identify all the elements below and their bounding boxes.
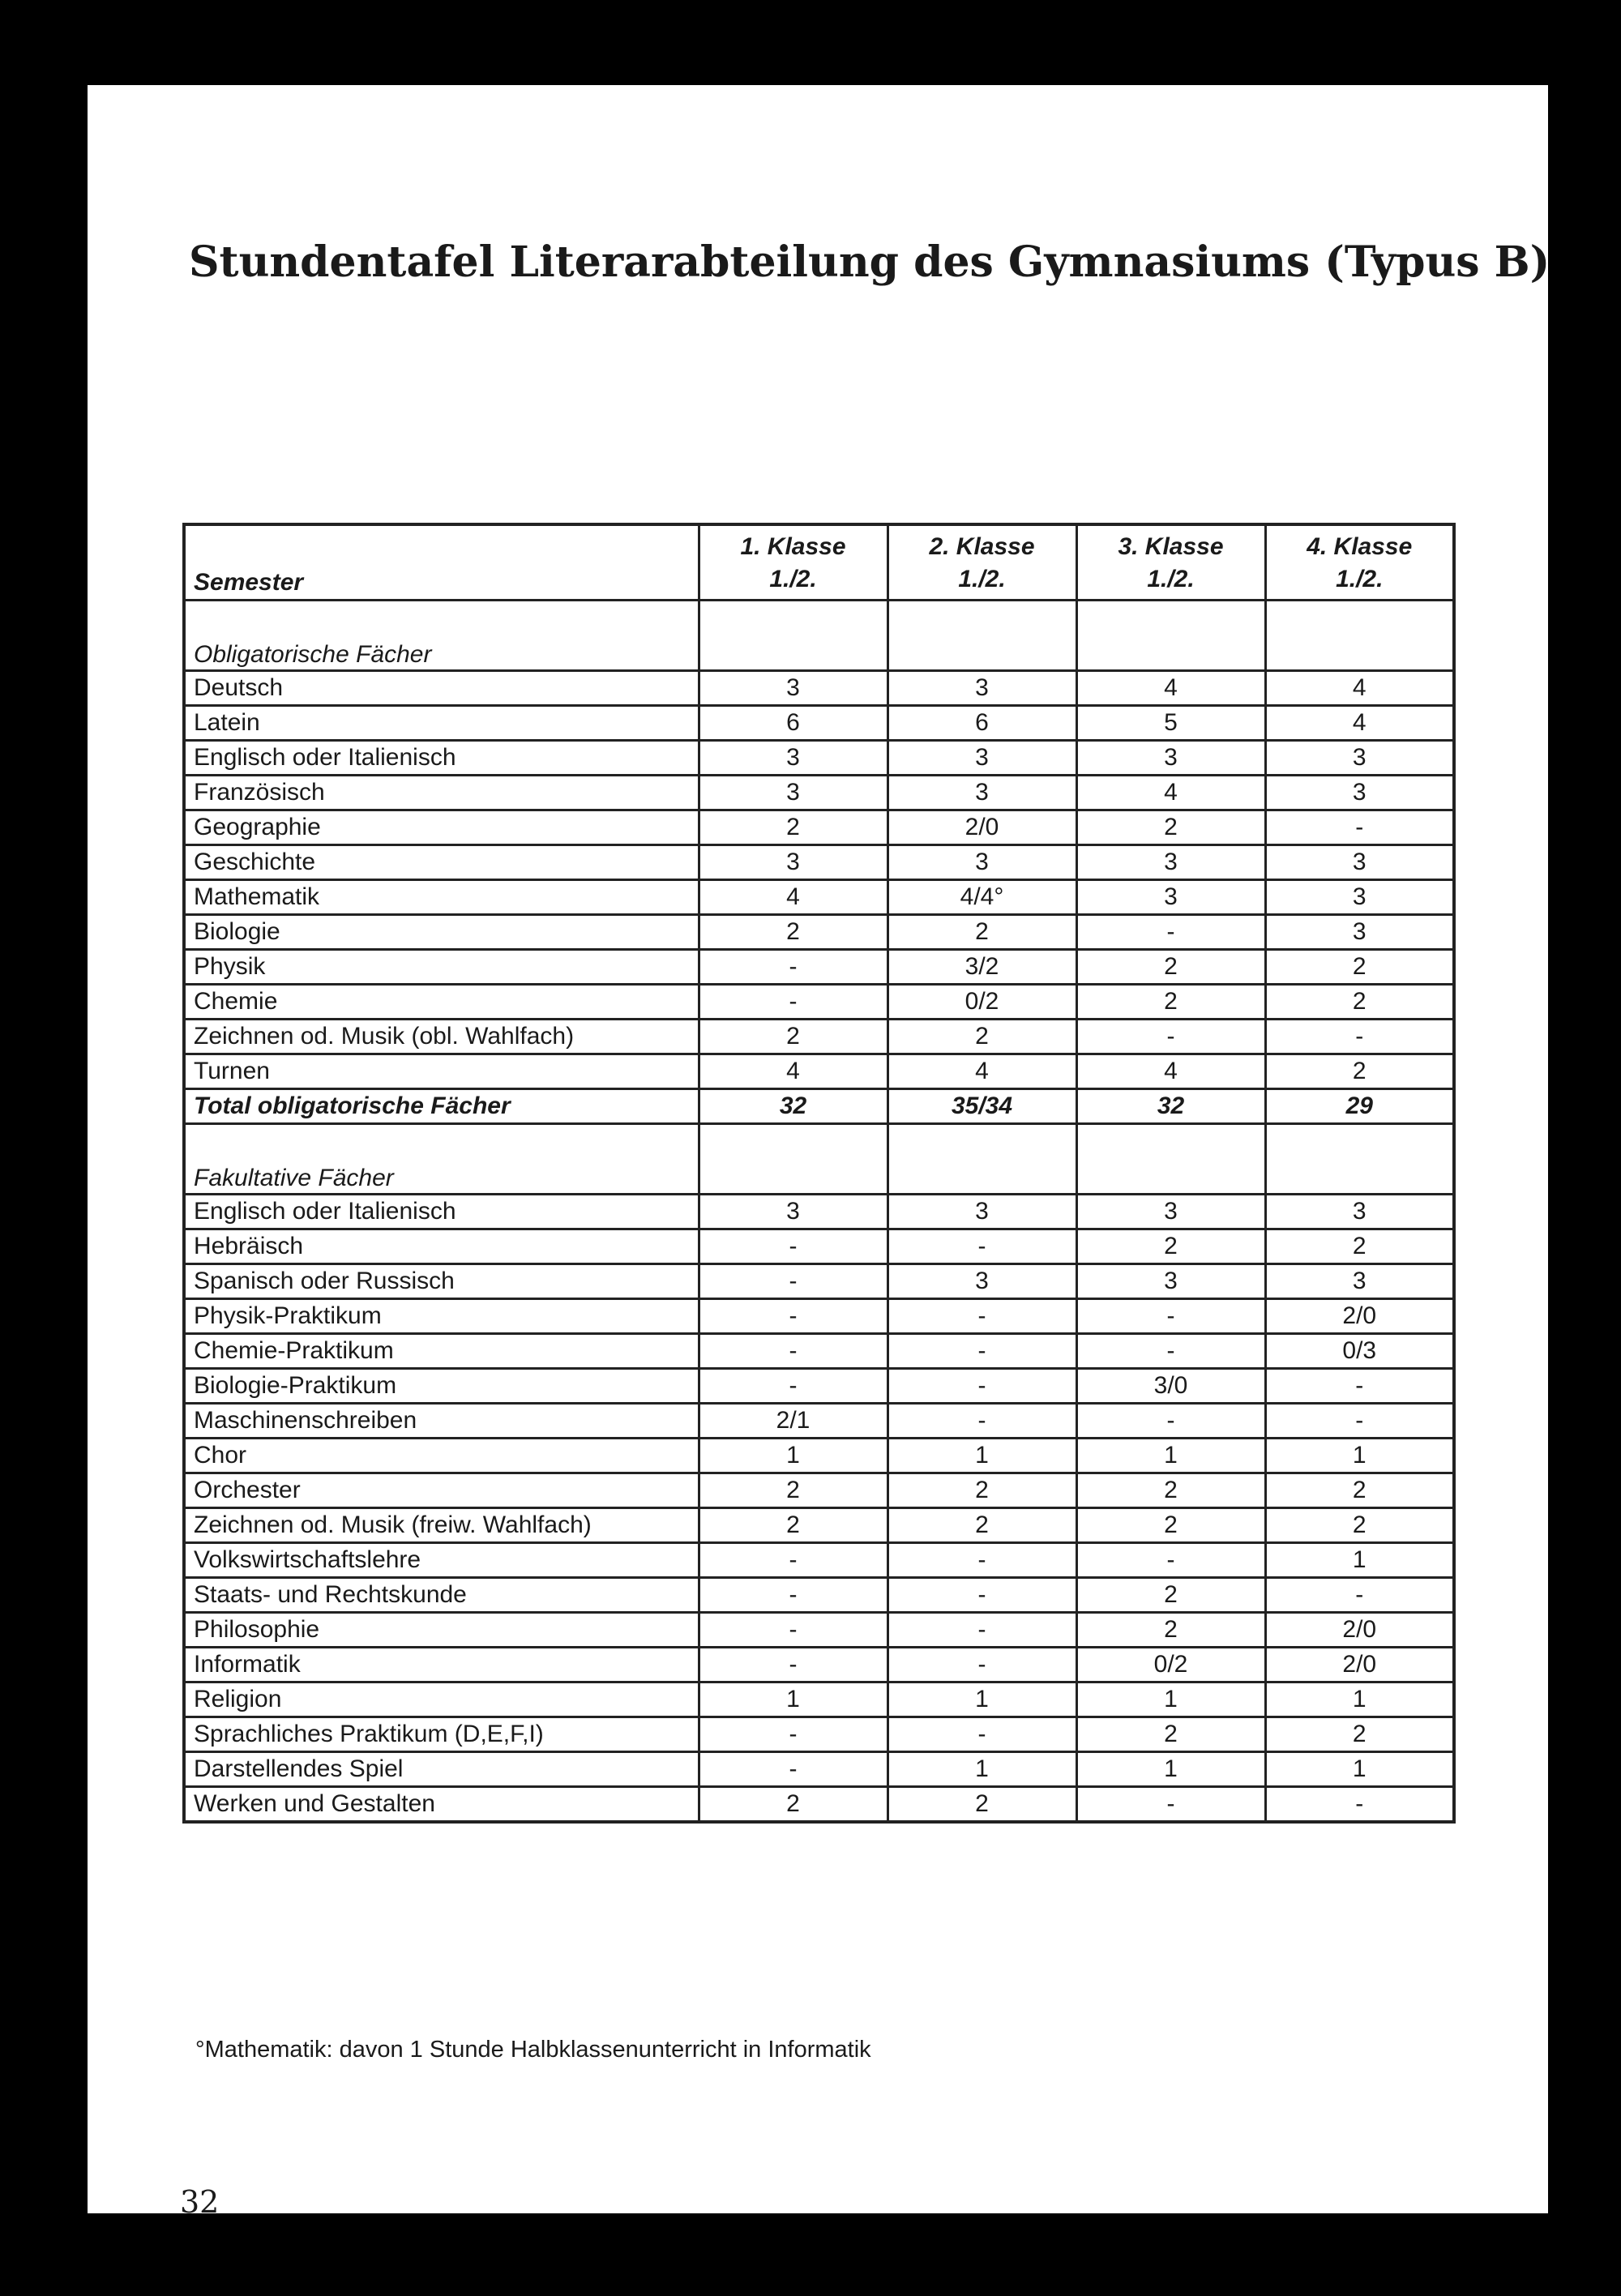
table-row (184, 915, 1454, 950)
section-heading: Fakultative Fächer (184, 1124, 699, 1195)
hours-cell-klasse-3: - (1076, 1404, 1265, 1439)
table-row (184, 671, 1454, 706)
hours-cell-klasse-3: 2 (1076, 950, 1265, 985)
section-heading-row (184, 601, 1454, 671)
table-row (184, 1473, 1454, 1508)
hours-cell-klasse-3: 2 (1076, 1578, 1265, 1613)
table-row (184, 1508, 1454, 1543)
subject-cell: Chemie-Praktikum (184, 1334, 699, 1369)
hours-cell-klasse-3: 3 (1076, 741, 1265, 776)
hours-cell-klasse-3: 32 (1076, 1089, 1265, 1124)
subject-cell: Zeichnen od. Musik (freiw. Wahlfach) (184, 1508, 699, 1543)
hours-cell-klasse-1: - (699, 985, 887, 1020)
hours-cell-klasse-4: - (1265, 1369, 1454, 1404)
column-header-klasse-4 (1265, 524, 1454, 601)
hours-cell-klasse-4: - (1265, 1020, 1454, 1054)
hours-cell-klasse-4: 2 (1265, 1054, 1454, 1089)
hours-cell-klasse-1: - (699, 1648, 887, 1682)
hours-cell-klasse-2: - (887, 1648, 1076, 1682)
hours-cell-klasse-4: 3 (1265, 880, 1454, 915)
empty-cell (887, 1124, 1076, 1195)
table-row (184, 741, 1454, 776)
hours-cell-klasse-3: 2 (1076, 1508, 1265, 1543)
hours-cell-klasse-3: 2 (1076, 1473, 1265, 1508)
hours-cell-klasse-2: 1 (887, 1439, 1076, 1473)
hours-cell-klasse-3: 3 (1076, 880, 1265, 915)
total-row (184, 1089, 1454, 1124)
table-row (184, 1020, 1454, 1054)
hours-cell-klasse-4: 3 (1265, 915, 1454, 950)
hours-cell-klasse-1: 2 (699, 915, 887, 950)
hours-cell-klasse-2: 3 (887, 1264, 1076, 1299)
subject-cell: Englisch oder Italienisch (184, 1195, 699, 1229)
table-row (184, 1752, 1454, 1787)
table-row (184, 985, 1454, 1020)
hours-cell-klasse-4: - (1265, 1578, 1454, 1613)
hours-cell-klasse-4: 1 (1265, 1439, 1454, 1473)
subject-cell: Biologie (184, 915, 699, 950)
hours-cell-klasse-1: 3 (699, 845, 887, 880)
subject-cell: Physik-Praktikum (184, 1299, 699, 1334)
hours-cell-klasse-2: 3/2 (887, 950, 1076, 985)
hours-cell-klasse-1: - (699, 950, 887, 985)
hours-cell-klasse-3: - (1076, 1543, 1265, 1578)
hours-cell-klasse-4: 2 (1265, 1229, 1454, 1264)
klasse-label: 1. Klasse (740, 533, 846, 560)
semester-label: 1./2. (1147, 566, 1195, 592)
hours-cell-klasse-3: 4 (1076, 776, 1265, 810)
table-row (184, 1195, 1454, 1229)
hours-cell-klasse-3: - (1076, 1020, 1265, 1054)
page-title: Stundentafel Literarabteilung des Gymnasiums (Typus B) (189, 237, 1550, 287)
klasse-label: 3. Klasse (1118, 533, 1224, 560)
semester-header: Semester (184, 524, 699, 601)
hours-cell-klasse-2: 4/4° (887, 880, 1076, 915)
hours-cell-klasse-4: - (1265, 810, 1454, 845)
klasse-label: 2. Klasse (929, 533, 1035, 560)
hours-cell-klasse-1: - (699, 1264, 887, 1299)
subject-cell: Physik (184, 950, 699, 985)
column-header-klasse-1 (699, 524, 887, 601)
subject-cell: Chor (184, 1439, 699, 1473)
section-heading: Obligatorische Fächer (184, 601, 699, 671)
hours-cell-klasse-4: 2 (1265, 1717, 1454, 1752)
semester-label: 1./2. (958, 566, 1006, 592)
hours-cell-klasse-1: 3 (699, 741, 887, 776)
subject-cell: Spanisch oder Russisch (184, 1264, 699, 1299)
hours-cell-klasse-3: 4 (1076, 1054, 1265, 1089)
hours-cell-klasse-4: 2/0 (1265, 1613, 1454, 1648)
hours-cell-klasse-1: 1 (699, 1682, 887, 1717)
hours-cell-klasse-2: 0/2 (887, 985, 1076, 1020)
subject-cell: Deutsch (184, 671, 699, 706)
hours-cell-klasse-4: 3 (1265, 845, 1454, 880)
hours-cell-klasse-1: - (699, 1369, 887, 1404)
subject-cell: Geschichte (184, 845, 699, 880)
hours-cell-klasse-2: 4 (887, 1054, 1076, 1089)
hours-cell-klasse-1: 3 (699, 671, 887, 706)
empty-cell (1076, 1124, 1265, 1195)
hours-cell-klasse-4: 2 (1265, 1508, 1454, 1543)
hours-cell-klasse-1: - (699, 1543, 887, 1578)
hours-cell-klasse-4: 2/0 (1265, 1648, 1454, 1682)
hours-cell-klasse-3: - (1076, 1299, 1265, 1334)
hours-cell-klasse-2: 2 (887, 1473, 1076, 1508)
subject-cell: Philosophie (184, 1613, 699, 1648)
hours-cell-klasse-2: 35/34 (887, 1089, 1076, 1124)
hours-cell-klasse-2: 3 (887, 776, 1076, 810)
hours-cell-klasse-2: 3 (887, 845, 1076, 880)
subject-cell: Französisch (184, 776, 699, 810)
subject-cell: Hebräisch (184, 1229, 699, 1264)
hours-cell-klasse-1: - (699, 1229, 887, 1264)
hours-cell-klasse-2: 2 (887, 1508, 1076, 1543)
hours-cell-klasse-1: 3 (699, 1195, 887, 1229)
hours-cell-klasse-1: 6 (699, 706, 887, 741)
optional-subjects-section (184, 1124, 1454, 1823)
table-row (184, 1787, 1454, 1823)
hours-cell-klasse-1: 2 (699, 810, 887, 845)
hours-cell-klasse-3: 0/2 (1076, 1648, 1265, 1682)
table-row (184, 1229, 1454, 1264)
hours-cell-klasse-1: 2 (699, 1508, 887, 1543)
hours-cell-klasse-1: 32 (699, 1089, 887, 1124)
hours-cell-klasse-4: 2/0 (1265, 1299, 1454, 1334)
hours-cell-klasse-3: 3 (1076, 1195, 1265, 1229)
hours-cell-klasse-2: 2 (887, 1787, 1076, 1823)
table-row (184, 1717, 1454, 1752)
subject-cell: Darstellendes Spiel (184, 1752, 699, 1787)
hours-cell-klasse-2: 2 (887, 1020, 1076, 1054)
table-row (184, 1264, 1454, 1299)
hours-cell-klasse-1: 2 (699, 1020, 887, 1054)
hours-cell-klasse-2: - (887, 1578, 1076, 1613)
subject-cell: Geographie (184, 810, 699, 845)
hours-cell-klasse-3: 2 (1076, 1613, 1265, 1648)
hours-cell-klasse-4: 0/3 (1265, 1334, 1454, 1369)
hours-cell-klasse-1: - (699, 1717, 887, 1752)
hours-cell-klasse-1: 1 (699, 1439, 887, 1473)
hours-cell-klasse-2: 3 (887, 671, 1076, 706)
hours-cell-klasse-2: - (887, 1543, 1076, 1578)
hours-cell-klasse-2: 2 (887, 915, 1076, 950)
footnote: °Mathematik: davon 1 Stunde Halbklassenunterricht in Informatik (195, 2037, 871, 2063)
hours-cell-klasse-4: 4 (1265, 706, 1454, 741)
subject-cell: Sprachliches Praktikum (D,E,F,I) (184, 1717, 699, 1752)
obligatory-subjects-section (184, 601, 1454, 1124)
hours-cell-klasse-2: - (887, 1334, 1076, 1369)
hours-cell-klasse-3: 5 (1076, 706, 1265, 741)
hours-cell-klasse-3: 1 (1076, 1752, 1265, 1787)
hours-cell-klasse-1: 2 (699, 1787, 887, 1823)
hours-cell-klasse-3: 2 (1076, 810, 1265, 845)
table-row (184, 1682, 1454, 1717)
subject-cell: Chemie (184, 985, 699, 1020)
subject-cell: Volkswirtschaftslehre (184, 1543, 699, 1578)
table-row (184, 1054, 1454, 1089)
hours-cell-klasse-3: - (1076, 1787, 1265, 1823)
table-row (184, 1299, 1454, 1334)
hours-cell-klasse-3: 1 (1076, 1439, 1265, 1473)
subject-cell: Werken und Gestalten (184, 1787, 699, 1823)
hours-cell-klasse-1: 2 (699, 1473, 887, 1508)
hours-cell-klasse-4: 4 (1265, 671, 1454, 706)
subject-cell: Latein (184, 706, 699, 741)
table-row (184, 1439, 1454, 1473)
hours-cell-klasse-4: 2 (1265, 950, 1454, 985)
section-heading-row (184, 1124, 1454, 1195)
subject-cell: Englisch oder Italienisch (184, 741, 699, 776)
empty-cell (887, 601, 1076, 671)
hours-cell-klasse-1: 3 (699, 776, 887, 810)
hours-cell-klasse-3: 2 (1076, 1229, 1265, 1264)
hours-cell-klasse-2: - (887, 1229, 1076, 1264)
hours-cell-klasse-2: 2/0 (887, 810, 1076, 845)
hours-cell-klasse-2: - (887, 1717, 1076, 1752)
empty-cell (1076, 601, 1265, 671)
klasse-label: 4. Klasse (1307, 533, 1413, 560)
hours-cell-klasse-1: 2/1 (699, 1404, 887, 1439)
hours-cell-klasse-2: 1 (887, 1752, 1076, 1787)
empty-cell (699, 1124, 887, 1195)
hours-cell-klasse-4: 3 (1265, 1195, 1454, 1229)
empty-cell (1265, 601, 1454, 671)
table-row (184, 810, 1454, 845)
hours-cell-klasse-2: 6 (887, 706, 1076, 741)
hours-cell-klasse-4: 2 (1265, 1473, 1454, 1508)
table-row (184, 880, 1454, 915)
hours-cell-klasse-2: 1 (887, 1682, 1076, 1717)
empty-cell (699, 601, 887, 671)
hours-cell-klasse-4: 3 (1265, 1264, 1454, 1299)
hours-cell-klasse-1: - (699, 1752, 887, 1787)
hours-cell-klasse-2: 3 (887, 1195, 1076, 1229)
hours-cell-klasse-1: - (699, 1578, 887, 1613)
hours-cell-klasse-4: - (1265, 1787, 1454, 1823)
hours-cell-klasse-4: 3 (1265, 776, 1454, 810)
hours-cell-klasse-4: 3 (1265, 741, 1454, 776)
table-row (184, 1404, 1454, 1439)
schedule-table (182, 523, 1456, 1824)
hours-cell-klasse-3: 1 (1076, 1682, 1265, 1717)
hours-cell-klasse-2: - (887, 1404, 1076, 1439)
hours-cell-klasse-4: 29 (1265, 1089, 1454, 1124)
page-number: 32 (180, 2184, 220, 2220)
hours-cell-klasse-1: - (699, 1613, 887, 1648)
table-row (184, 845, 1454, 880)
hours-cell-klasse-3: 2 (1076, 1717, 1265, 1752)
table-header-row (184, 524, 1454, 601)
hours-cell-klasse-3: - (1076, 915, 1265, 950)
hours-cell-klasse-3: 2 (1076, 985, 1265, 1020)
hours-cell-klasse-1: - (699, 1334, 887, 1369)
hours-cell-klasse-3: 3/0 (1076, 1369, 1265, 1404)
subject-cell: Biologie-Praktikum (184, 1369, 699, 1404)
hours-cell-klasse-3: 3 (1076, 1264, 1265, 1299)
hours-cell-klasse-3: 4 (1076, 671, 1265, 706)
hours-cell-klasse-2: - (887, 1369, 1076, 1404)
hours-cell-klasse-1: 4 (699, 1054, 887, 1089)
hours-cell-klasse-4: 1 (1265, 1682, 1454, 1717)
subject-cell: Turnen (184, 1054, 699, 1089)
subject-cell: Orchester (184, 1473, 699, 1508)
hours-cell-klasse-3: - (1076, 1334, 1265, 1369)
table-row (184, 1334, 1454, 1369)
column-header-klasse-3 (1076, 524, 1265, 601)
hours-cell-klasse-2: 3 (887, 741, 1076, 776)
subject-cell: Staats- und Rechtskunde (184, 1578, 699, 1613)
subject-cell: Religion (184, 1682, 699, 1717)
table-row (184, 706, 1454, 741)
hours-cell-klasse-4: 1 (1265, 1752, 1454, 1787)
column-header-klasse-2 (887, 524, 1076, 601)
empty-cell (1265, 1124, 1454, 1195)
hours-cell-klasse-4: 2 (1265, 985, 1454, 1020)
hours-cell-klasse-4: 1 (1265, 1543, 1454, 1578)
semester-label: 1./2. (769, 566, 817, 592)
subject-cell: Maschinenschreiben (184, 1404, 699, 1439)
table-row (184, 776, 1454, 810)
table-row (184, 950, 1454, 985)
table-row (184, 1369, 1454, 1404)
semester-label: 1./2. (1336, 566, 1384, 592)
hours-cell-klasse-3: 3 (1076, 845, 1265, 880)
hours-cell-klasse-2: - (887, 1613, 1076, 1648)
table-row (184, 1613, 1454, 1648)
subject-cell: Zeichnen od. Musik (obl. Wahlfach) (184, 1020, 699, 1054)
hours-cell-klasse-1: - (699, 1299, 887, 1334)
hours-cell-klasse-4: - (1265, 1404, 1454, 1439)
table-row (184, 1648, 1454, 1682)
subject-cell: Informatik (184, 1648, 699, 1682)
table-row (184, 1578, 1454, 1613)
hours-cell-klasse-1: 4 (699, 880, 887, 915)
document-page (88, 85, 1550, 2220)
subject-cell: Mathematik (184, 880, 699, 915)
subject-cell: Total obligatorische Fächer (184, 1089, 699, 1124)
table-row (184, 1543, 1454, 1578)
hours-cell-klasse-2: - (887, 1299, 1076, 1334)
